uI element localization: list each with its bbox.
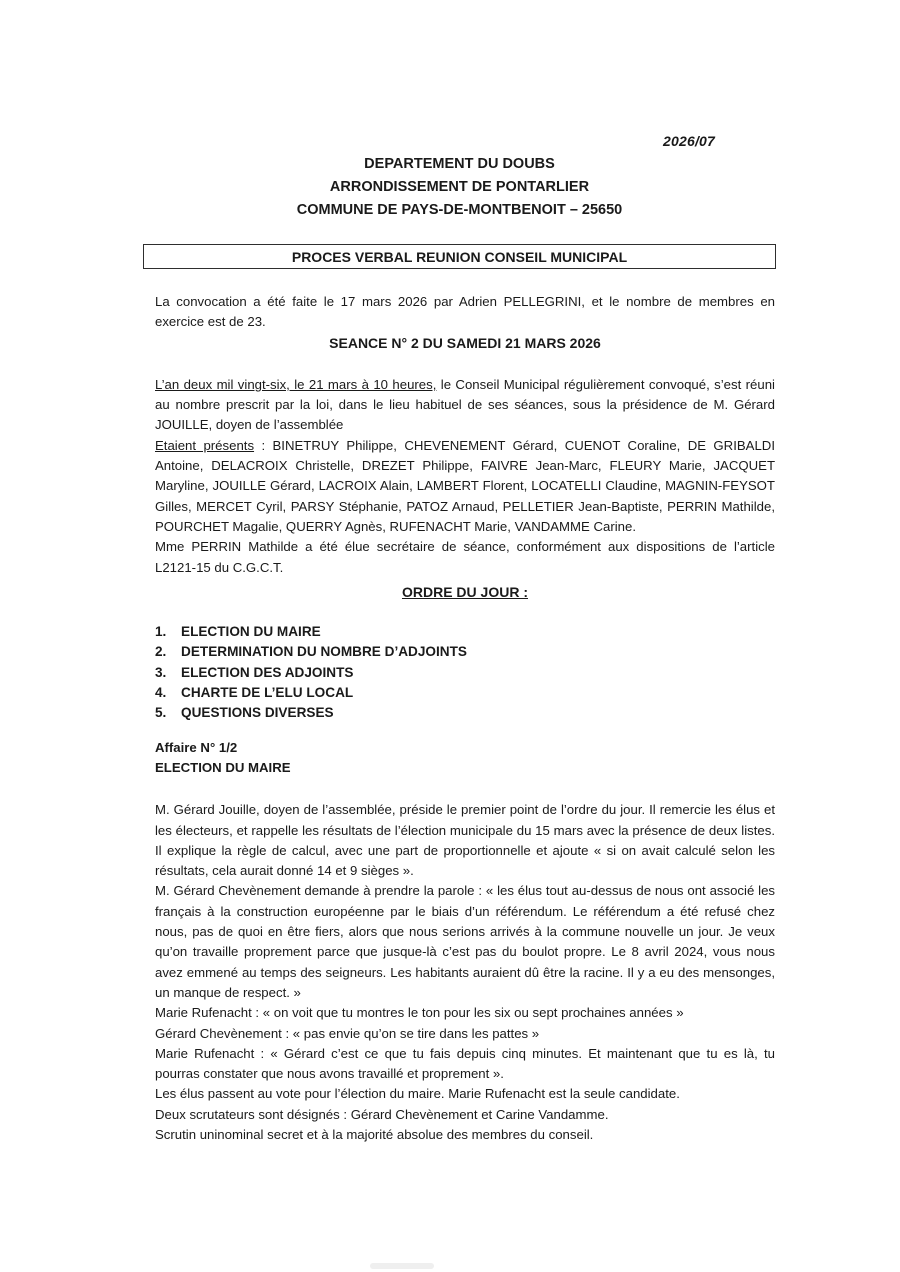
agenda-item (155, 642, 775, 662)
dialogue-chevenement-2: Gérard Chevènement : « pas envie qu’on se tire dans les pattes » (155, 1025, 540, 1041)
document-title-box (143, 244, 776, 269)
dialogue-rufenacht-2: Marie Rufenacht : « Gérard c’est ce que tu fais depuis cinq minutes. Et maintenant que tu es là, tu pourras constater que nous avons travaillé et proprement ». (155, 1045, 775, 1082)
header-commune: COMMUNE DE PAYS-DE-MONTBENOIT – 25650 (296, 202, 623, 218)
header-departement: DEPARTEMENT DU DOUBS (364, 156, 555, 172)
paragraph-vote: Les élus passent au vote pour l’élection du maire. Marie Rufenacht est la seule candidate. (155, 1086, 680, 1102)
agenda-item-label: ELECTION DES ADJOINTS (181, 664, 354, 680)
document-body (155, 292, 775, 1145)
convocation-paragraph: La convocation a été faite le 17 mars 2026 par Adrien PELLEGRINI, et le nombre de membres en exercice est de 23. (155, 294, 775, 330)
affaire-number: Affaire N° 1/2 (155, 739, 238, 755)
agenda-heading-text: ORDRE DU JOUR : (401, 583, 528, 600)
agenda-item-number: 2. (155, 644, 167, 660)
paragraph-jouille: M. Gérard Jouille, doyen de l’assemblée, préside le premier point de l’ordre du jour. Il remercie les élus et les électeurs, et rappelle les résultats de l’élection municipale du 15 mars avec la présence de deux listes. Il explique la règle de calcul, avec une part de proportionnelle et ajoute « si on avait calculé selon les résultats, cela aurait donné 14 et 9 sièges ». (155, 802, 775, 879)
affaire-title: ELECTION DU MAIRE (155, 759, 291, 775)
agenda-item-number: 3. (155, 664, 167, 680)
attendance-paragraph (155, 436, 775, 537)
paragraph-scrutin: Scrutin uninominal secret et à la majorité absolue des membres du conseil. (155, 1126, 594, 1142)
agenda-item (155, 703, 775, 723)
paragraph-chevenement-speech: M. Gérard Chevènement demande à prendre la parole : « les élus tout au-dessus de nous ont associé les français à la construction européenne par le biais d’un référendum. Le référendum a été refusé chez nous, pas de quoi en être fiers, alors que nous serions arrivés à la commune nouvelle un jour. Je veux qu’on travaille proprement parce que jusque-là c’est pas du boulot propre. Le 8 avril 2024, vous nous avez emmené au temps des seigneurs. Les habitants auraient dû être la racine. Il y a eu des mensonges, un manque de respect. » (155, 883, 775, 1000)
opening-paragraph (155, 375, 775, 436)
document-title: PROCES VERBAL REUNION CONSEIL MUNICIPAL (291, 248, 628, 265)
attendance-label: Etaient présents (155, 437, 255, 453)
attendance-list: : BINETRUY Philippe, CHEVENEMENT Gérard, CUENOT Coraline, DE GRIBALDI Antoine, DELACROIX Christelle, DREZET Philippe, FAIVRE Jean-Marc, FLEURY Marie, JACQUET Maryline, JOUILLE Gérard, LACROIX Alain, LAMBERT Florent, LOCATELLI Claudine, MAGNIN-FEYSOT Gilles, MERCET Cyril, PARSY Stéphanie, PATOZ Arnaud, PELLETIER Jean-Baptiste, PERRIN Mathilde, POURCHET Magalie, QUERRY Agnès, RUFENACHT Marie, VANDAMME Carine. (155, 437, 775, 534)
agenda-list (155, 622, 775, 723)
agenda-item (155, 622, 775, 642)
affaire-block (155, 738, 775, 779)
agenda-item (155, 663, 775, 683)
paragraph-scrutateurs: Deux scrutateurs sont désignés : Gérard Chevènement et Carine Vandamme. (155, 1106, 609, 1122)
secretary-paragraph: Mme PERRIN Mathilde a été élue secrétaire de séance, conformément aux dispositions de l’article L2121-15 du C.G.C.T. (155, 539, 775, 575)
dialogue-rufenacht-1: Marie Rufenacht : « on voit que tu montres le ton pour les six ou sept prochaines années » (155, 1005, 684, 1021)
agenda-item-number: 1. (155, 624, 167, 640)
agenda-item-label: CHARTE DE L’ELU LOCAL (181, 685, 354, 701)
agenda-item-label: DETERMINATION DU NOMBRE D’ADJOINTS (181, 644, 467, 660)
header-arrondissement: ARRONDISSEMENT DE PONTARLIER (329, 179, 590, 195)
agenda-item-number: 4. (155, 685, 167, 701)
agenda-item-label: QUESTIONS DIVERSES (181, 705, 334, 721)
agenda-heading (155, 582, 775, 602)
agenda-item-number: 5. (155, 705, 167, 721)
opening-rest: le Conseil Municipal régulièrement convoqué, s’est réuni au nombre prescrit par la loi, dans le lieu habituel de ses séances, sous la présidence de M. Gérard JOUILLE, doyen de l’assemblée (155, 376, 775, 433)
agenda-item-label: ELECTION DU MAIRE (181, 624, 321, 640)
page-number: 2026/07 (663, 133, 716, 149)
scan-smudge (370, 1263, 434, 1269)
administrative-header (143, 153, 776, 222)
agenda-item (155, 683, 775, 703)
session-heading: SEANCE N° 2 DU SAMEDI 21 MARS 2026 (329, 334, 601, 351)
opening-date-underlined: L’an deux mil vingt-six, le 21 mars à 10 heures, (155, 376, 437, 392)
